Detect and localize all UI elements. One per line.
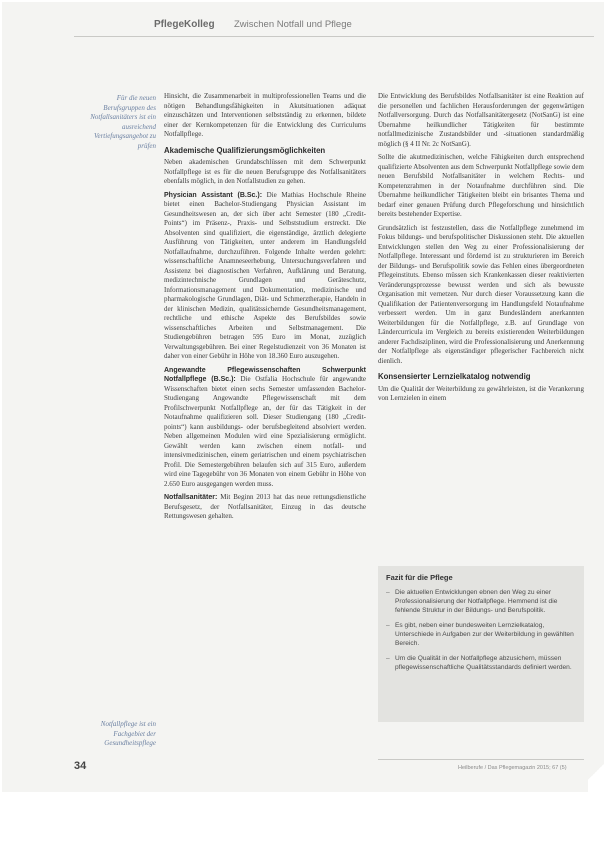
lernziel-paragraph: Um die Qualität der Weiterbildung zu gewährleisten, ist die Verankerung von Lernzielen in einem: [378, 384, 584, 402]
physician-assistant-lead: Physician Assistant (B.Sc.):: [164, 191, 263, 199]
article-column-middle: [164, 92, 366, 526]
right-paragraph-3: Grundsätzlich ist festzustellen, dass die Notfallpflege zunehmend im Fokus bildungs- und berufspolitischer Diskussionen steht. Die aktuellen Entwicklungen stellen den Weg zu einer Professionalisierung der Notfallpflege. Interessant und fördernd ist zu strukturieren im Bereich der Bildungs- und Berufspolitik sowie das Fehlen eines übergeordneten Pflegeinstituts. Ebenso müssen sich Krankenkassen dieser reaktivierten Veränderungsprozesse bewusst werden und sich als bewusste Organisation mit vernetzen. Nur durch dieser Voraussetzung kann die Qualifikation der Patientenversorgung im Handlungsfeld Notaufnahme verbessert werden. Um in ganz Bundesländern anerkannten Weiterbildungen für die Notfallpflege, z.B. auf Grundlage von Ländercurricula im Vergleich zu bereits existierenden Weiterbildungen anderer Fachdisziplinen, wird die Professionalisierung und Anerkennung der Notfallpflege als eigenständiger pflegerischer Fachbereich nicht dienlich.: [378, 223, 584, 365]
nursing-science-paragraph: [164, 366, 366, 490]
section-topic: Zwischen Notfall und Pflege: [234, 19, 352, 30]
intro-paragraph: Hinsicht, die Zusammenarbeit in multiprofessionellen Teams und die nötigen Behandlungsfähigkeiten in Akutsituationen adäquat einzuschätzen und Interventionen selbstständig zu erkennen, bildete einer der Kernkompetenzen für die Entwicklung des Curriculums Notfallpflege.: [164, 92, 366, 138]
nursing-science-text: Die Ostfalia Hochschule für angewandte Wissenschaften bietet einen sechs Semester umfassenden Bachelor-Studiengang Angewandte Pflegewissenschaft mit dem Profilschwerpunkt Notfallpflege an, der für das Tätigkeit in der Notaufnahme qualifizieren soll. Dieser Studiengang (180 „Credit-points“) kann ausbildungs- oder berufsbegleitend absolviert werden. Neben allgemeinen Modulen wird eine Spezialisierung ermöglicht. Gewählt werden kann zwischen einem notfall- und intensivmedizinischen, einem geriatrischen und einem psychiatrischen Profil. Die Semestergebühren belaufen sich auf 315 Euro, außerdem wird eine Tagegebühr von 36 Monaten von einem Gebühr in Höhe von 2.650 Euro ausgegangen werden muss.: [164, 375, 367, 488]
fazit-list: [386, 588, 576, 678]
fazit-item: – Es gibt, neben einer bundesweiten Lernzielkatalog, Unterschiede in Aufgaben zur der Weiterbildung in gewählten Bereich.: [386, 621, 576, 648]
section-heading-academic: Akademische Qualifizierungsmöglichkeiten: [164, 145, 326, 155]
paramedic-text: Mit Beginn 2013 hat das neue rettungsdienstliche Berufsgesetz, der Notfallsanitäter, Einzug in das deutsche Rettungswesen gehalten.: [164, 493, 367, 520]
physician-assistant-paragraph: [164, 191, 366, 362]
page-corner: [588, 752, 604, 792]
running-header: [74, 17, 594, 31]
right-paragraph-1: Die Entwicklung des Berufsbildes Notfallsanitäter ist eine Reaktion auf die personellen und fachlichen Herausforderungen der gegenwärtigen Notfallversorgung. Durch das Notfallsanitätergesetz (NotSanG) ist eine Übernahme heilkundlicher Tätigkeiten für bestimmte notfallmedizinische Zustandsbilder und -situationen standardmäßig möglich (§ 4 II Nr. 2c NotSanG).: [378, 92, 584, 148]
margin-note-2: Notfallpflege ist ein Fachgebiet der Gesundheitspflege: [100, 720, 156, 747]
nursing-science-lead: Angewandte Pflegewissenschaften Schwerpunkt Notfallpflege (B.Sc.):: [164, 366, 366, 383]
footer-source: Heilberufe / Das Pflegemagazin 2015; 67 (5): [458, 765, 567, 771]
margin-note-1: Für die neuen Berufsgruppen des Notfallsanitäters ist ein ausreichend Vertiefungsangebot zu prüfen: [90, 94, 156, 150]
paramedic-paragraph: [164, 493, 366, 522]
physician-assistant-text: Die Mathias Hochschule Rheine bietet einen Bachelor-Studiengang Physician Assistant im Gesundheitswesen an, der sich über acht Semester (180 „Credit-Points“) im Präsenz-, Praxis- und Selbststudium erstreckt. Die Absolventen sind qualifiziert, die eigenständige, ärztlich delegierte Ausführung von Tätigkeiten, unter anderem im Handlungsfeld Notfallaufnahme, durchzuführen. Folgende Inhalte werden gelehrt: wissenschaftliche Anamneseerhebung, Untersuchungsverfahren und Assistenz bei diagnostischen Verfahren, Aufklärung und Beratung, medizintechnische Grundlagen und Geräteschutz, Informationsmanagement und Dokumentation, medizinische und pharmakologische Grundlagen, Diät- und Schmerztherapie, Handeln in der klinischen Medizin, qualitätssichernde Gesundheitsmanagement, rechtliche und ethische Aspekte des Berufsbildes sowie wissenschaftliches Arbeiten und Selbstmanagement. Die Studiengebühren betragen 595 Euro im Monat, zuzüglich Verwaltungsgebühren. Bei einer Regelstudienzeit von 36 Monaten ist daher von einer Gebühr in Höhe von 18.360 Euro auszugehen.: [164, 190, 367, 360]
magazine-title: PflegeKolleg: [154, 19, 215, 30]
academic-paragraph: Neben akademischen Grundabschlüssen mit dem Schwerpunkt Notfallpflege ist es für die neuen Berufsgruppe des Notfallsanitäters ebenfalls möglich, in den Notfallstudien zu gehen.: [164, 158, 366, 185]
header-divider: [74, 36, 594, 37]
section-heading-lernziel: Konsensierter Lernzielkatalog notwendig: [378, 372, 531, 381]
fazit-box: [378, 566, 584, 722]
paramedic-lead: Notfallsanitäter:: [164, 494, 218, 501]
article-column-right: [378, 92, 584, 408]
fazit-title: Fazit für die Pflege: [386, 573, 453, 582]
magazine-page: [2, 2, 604, 792]
footer-divider: [378, 759, 584, 760]
page-number: 34: [74, 760, 87, 772]
fazit-item: – Um die Qualität in der Notfallpflege abzusichern, müssen pflegewissenschaftliche Qualitätsstandards definiert werden.: [386, 654, 576, 672]
right-paragraph-2: Sollte die akutmedizinischen, welche Fähigkeiten durch entsprechend qualifizierte Absolventen aus dem Schwerpunkt Notfallpflege sowie dem neuen Berufsbild Notfallsanitäter in welchem Rechts- und Kompetenzrahmen in der Notaufnahme durchführen sind. Die Übernahme heilkundlicher Tätigkeiten bleibt ein brisantes Thema und bedarf einer genauen Prüfung durch Pflegeforschung und hinsichtlich bereits bestehender Expertise.: [378, 153, 584, 218]
fazit-item: – Die aktuellen Entwicklungen ebnen den Weg zu einer Professionalisierung der Notfallpflege. Hemmend ist die fehlende Struktur in der Bildungs- und Berufspolitik.: [386, 588, 576, 615]
